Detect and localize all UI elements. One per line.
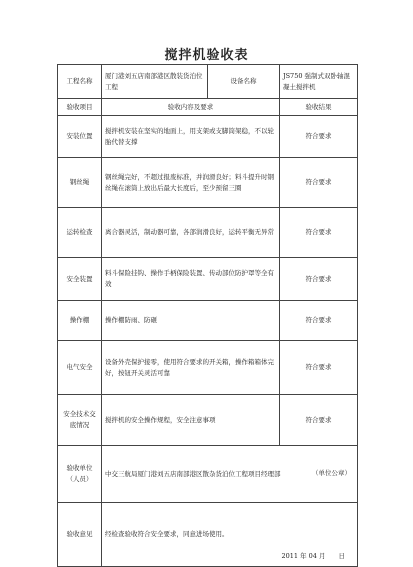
project-label: 工程名称: [58, 65, 102, 99]
unit-label: 验收单位（人员）: [58, 446, 102, 503]
conclusion-label: 验收意见: [58, 503, 102, 567]
row-content: 搅拌机的安全操作规程，安全注意事项: [102, 395, 280, 446]
table-row: [58, 158, 358, 208]
table-row: [58, 208, 358, 258]
row-content: 搅拌机安装在坚实的地面上，用支架或支脚筒架稳，不以轮胎代替支撑: [102, 116, 280, 158]
unit-content: 中交三航局厦门港刘五店南部港区散杂货泊位工程项目经理部: [105, 469, 281, 478]
conclusion-date: 2011 年 04 月 日: [281, 552, 345, 560]
row-content: 设备外壳保护接零，使用符合要求的开关箱，操作箱箱体完好，按钮开关灵活可靠: [102, 341, 280, 395]
unit-cell: [102, 446, 358, 503]
row-content: 操作棚防雨、防砸: [102, 301, 280, 341]
row-item: 钢丝绳: [58, 158, 102, 208]
row-result: 符合要求: [280, 341, 358, 395]
column-content-header: 验收内容及要求: [102, 99, 280, 116]
table-row: [58, 116, 358, 158]
row-content: 料斗保险挂钩、操作手柄保险装置、传动部位防护罩等全有效: [102, 258, 280, 301]
row-result: 符合要求: [280, 258, 358, 301]
row-result: 符合要求: [280, 208, 358, 258]
header-row: [58, 65, 358, 99]
unit-seal: （单位公章）: [312, 469, 351, 477]
document-title: 搅拌机验收表: [164, 48, 249, 63]
row-item: 运转检查: [58, 208, 102, 258]
column-item-header: 验收项目: [58, 99, 102, 116]
table-row: [58, 258, 358, 301]
project-name: 厦门港刘五店南部港区散装货泊位工程: [102, 65, 208, 99]
row-item: 安全装置: [58, 258, 102, 301]
row-content: 钢丝绳完好，不超过报废标准，并润滑良好；料斗提升时钢丝绳在滚筒上放出后最大长度后，至少预留三圈: [102, 158, 280, 208]
acceptance-table: [57, 64, 358, 567]
table-row: [58, 341, 358, 395]
table-row: [58, 301, 358, 341]
row-result: 符合要求: [280, 395, 358, 446]
row-result: 符合要求: [280, 116, 358, 158]
row-item: 安全技术交底情况: [58, 395, 102, 446]
equipment-label: 设备名称: [208, 65, 280, 99]
row-result: 符合要求: [280, 301, 358, 341]
row-content: 离合器灵活，制动器可靠，各部润滑良好，运转平衡无异常: [102, 208, 280, 258]
conclusion-content: 经检查验收符合安全要求，同意进场使用。: [105, 530, 229, 538]
equipment-name: JS750 强制式双卧轴混凝土搅拌机: [280, 65, 358, 99]
conclusion-cell: [102, 503, 358, 567]
row-item: 安装位置: [58, 116, 102, 158]
unit-row: [58, 446, 358, 503]
conclusion-row: [58, 503, 358, 567]
table-row: [58, 395, 358, 446]
column-result-header: 验收结果: [280, 99, 358, 116]
row-result: 符合要求: [280, 158, 358, 208]
row-item: 操作棚: [58, 301, 102, 341]
row-item: 电气安全: [58, 341, 102, 395]
column-header-row: [58, 99, 358, 116]
